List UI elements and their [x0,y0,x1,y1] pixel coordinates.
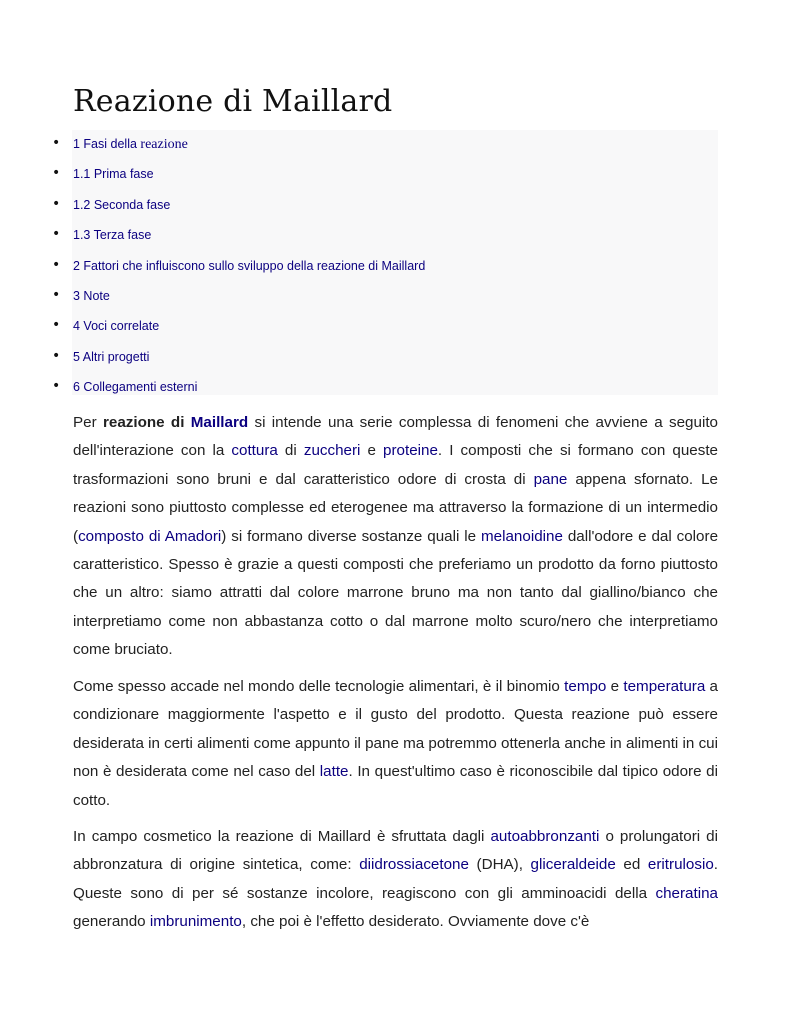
text-run: Come spesso accade nel mondo delle tecnologie alimentari, è il binomio [73,678,565,695]
link-melanoidine[interactable]: melanoidine [481,527,563,545]
link-diidrossiacetone[interactable]: diidrossiacetone [359,856,469,874]
toc-link-voci-correlate[interactable]: 4 Voci correlate [73,319,160,333]
page-title: Reazione di Maillard [73,84,393,119]
toc-item-collegamenti-esterni [0,378,720,398]
bullet: • [52,257,61,273]
link-zuccheri[interactable]: zuccheri [303,442,361,460]
link-pane[interactable]: pane [533,470,568,488]
toc-item-altri-progetti [0,348,720,368]
link-maillard[interactable]: Maillard [190,414,249,431]
bullet: • [52,317,61,333]
bullet: • [52,135,61,151]
toc-item-seconda-fase [0,196,720,216]
link-cottura[interactable]: cottura [231,442,278,460]
toc-item-prima-fase [0,165,720,185]
toc-item-terza-fase [0,226,720,246]
toc-link-seconda-fase[interactable]: 1.2 Seconda fase [73,198,171,212]
text-run: e [606,678,624,695]
text-run: . In quest'ultimo caso è riconoscibile dal tipico odore di cotto. [73,763,718,809]
paragraph-intro [73,409,718,665]
bullet: • [52,348,61,364]
bullet: • [52,378,61,394]
toc-link-label-serif: reazione [140,137,188,152]
link-autoabbronzanti[interactable]: autoabbronzanti [490,828,600,845]
bullet: • [52,226,61,242]
text-run: Per [73,414,103,431]
bullet: • [52,165,61,181]
link-temperatura[interactable]: temperatura [623,678,706,695]
bold-term: reazione di [102,414,191,431]
text-run: si intende una serie complessa di fenomeni che avviene a seguito dell'interazione con la [73,414,718,460]
link-composto-di-amadori[interactable]: composto di Amadori [78,527,222,545]
toc-link-label: 1 Fasi della [73,137,141,151]
text-run: ed [615,856,648,874]
text-run: In campo cosmetico la reazione di Maillard è sfruttata dagli [73,828,491,845]
text-run: . Queste sono di per sé sostanze incolore, reagiscono con gli amminoacidi della [73,856,718,902]
toc-link-fattori[interactable]: 2 Fattori che influiscono sullo sviluppo della reazione di Maillard [73,259,426,273]
toc-link-note[interactable]: 3 Note [73,289,110,303]
text-run: di [277,442,304,460]
link-latte[interactable]: latte [319,763,349,781]
text-run: dall'odore e dal colore caratteristico. Spesso è grazie a questi composti che preferiamo un prodotto da forno piuttosto che un altro: siamo attratti dal colore marrone bruno ma non tanto dal giallino/bianco che interpretiamo come non abbastanza cotto o dal marrone molto scuro/nero che interpretiamo come bruciato. [73,527,719,659]
link-imbrunimento[interactable]: imbrunimento [149,913,242,931]
text-run: o prolungatori di abbronzatura di origine sintetica, come: [73,828,718,874]
toc-link-altri-progetti[interactable]: 5 Altri progetti [73,350,150,364]
link-proteine[interactable]: proteine [383,442,438,460]
text-run: e [360,442,384,460]
text-run: . I composti che si formano con queste trasformazioni sono bruni e dal caratteristico odore di crosta di [73,442,718,488]
toc-item-fattori [0,257,720,277]
paragraph-cosmetico [73,823,718,937]
text-run: , che poi è l'effetto desiderato. Ovviamente dove c'è [241,913,590,931]
bullet: • [52,287,61,303]
toc-item-voci-correlate [0,317,720,337]
toc-link-terza-fase[interactable]: 1.3 Terza fase [73,228,152,242]
bullet: • [52,196,61,212]
toc-link-fasi[interactable] [73,137,188,153]
toc-item-note [0,287,720,307]
text-run: appena sfornato. Le reazioni sono piuttosto complesse ed eterogenee ma attraverso la formazione di un intermedio ( [73,470,718,545]
link-eritrulosio[interactable]: eritrulosio [647,856,714,874]
text-run: a condizionare maggiormente l'aspetto e il gusto del prodotto. Questa reazione può essere desiderata in certi alimenti come appunto il pane ma potremmo ottenerla anche in alimenti in cui non è desiderata come nel caso del [73,678,719,781]
toc-link-collegamenti-esterni[interactable]: 6 Collegamenti esterni [73,380,198,394]
link-gliceraldeide[interactable]: gliceraldeide [530,856,616,874]
link-tempo[interactable]: tempo [564,678,607,695]
link-cheratina[interactable]: cheratina [655,884,718,902]
toc-link-prima-fase[interactable]: 1.1 Prima fase [73,167,154,181]
text-run: ) si formano diverse sostanze quali le [221,527,482,545]
text-run: generando [73,913,150,931]
text-run: (DHA), [468,856,531,874]
paragraph-tempo-temperatura [73,673,718,815]
toc-item-fasi [0,135,720,155]
